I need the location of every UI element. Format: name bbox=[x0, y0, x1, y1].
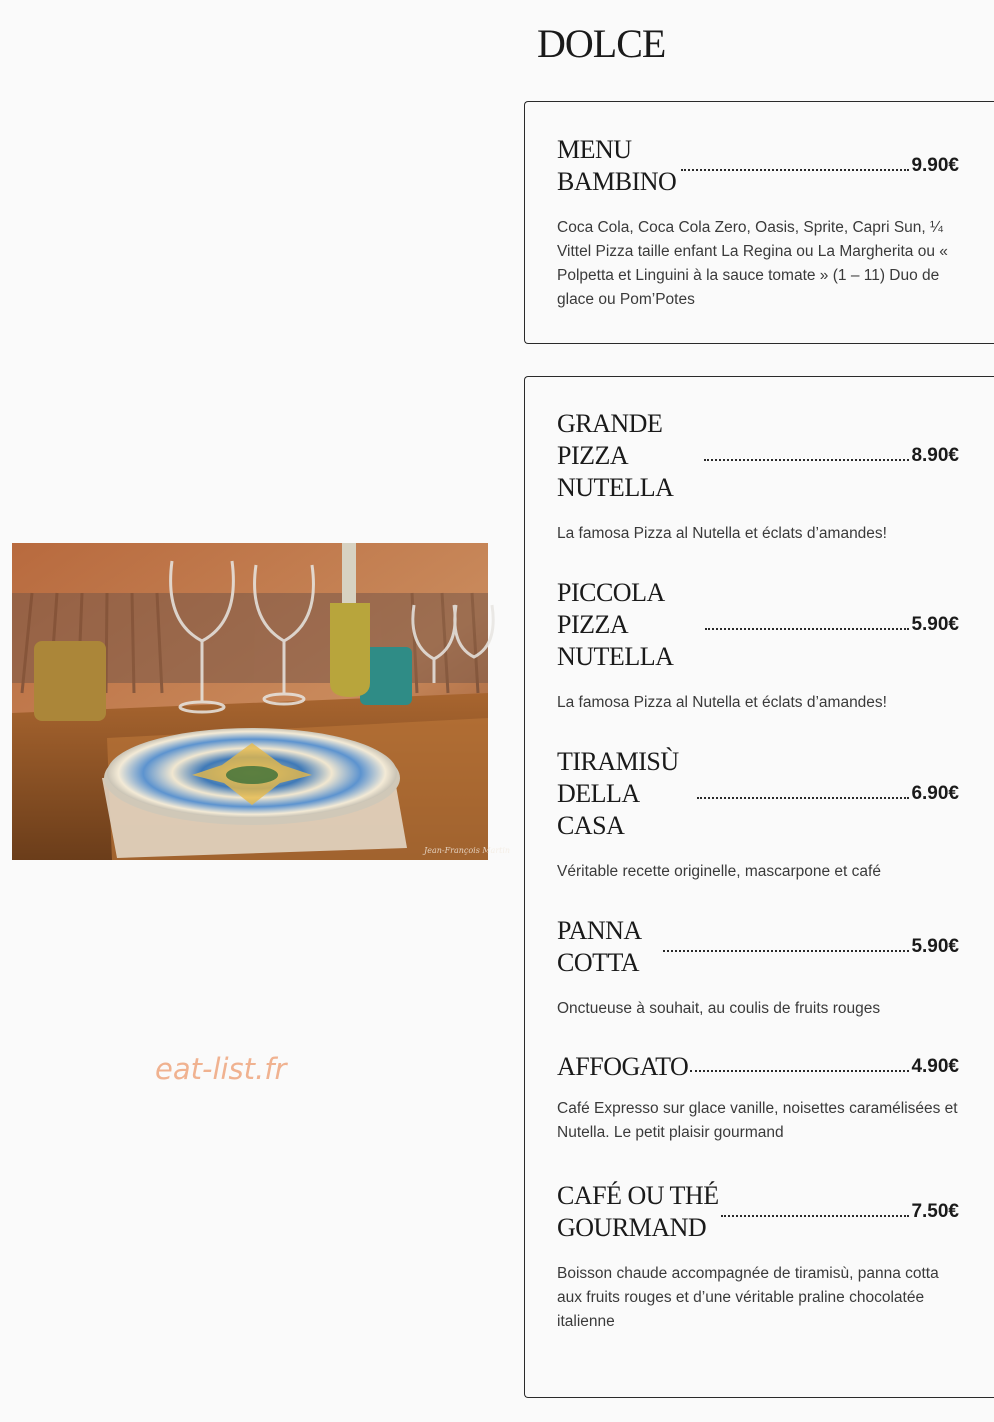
dot-leader bbox=[697, 797, 909, 799]
menu-item-price: 8.90€ bbox=[911, 445, 959, 466]
menu-item-price: 6.90€ bbox=[911, 783, 959, 804]
menu-item-price: 4.90€ bbox=[911, 1056, 959, 1077]
menu-item bbox=[557, 1180, 959, 1334]
menu-item-description: Véritable recette originelle, mascarpone et café bbox=[557, 863, 881, 880]
menu-item-name: MENU BAMBINO bbox=[557, 135, 677, 196]
restaurant-table-photo bbox=[12, 543, 511, 860]
section-title: DOLCE bbox=[537, 21, 666, 66]
menu-item-name: CAFÉ OU THÉ GOURMAND bbox=[557, 1181, 719, 1242]
menu-item-description: Café Expresso sur glace vanille, noisettes caramélisées et Nutella. Le petit plaisir gourmand bbox=[557, 1100, 958, 1141]
dot-leader bbox=[705, 628, 909, 630]
menu-item-description: Coca Cola, Coca Cola Zero, Oasis, Sprite, Capri Sun, ¼ Vittel Pizza taille enfant La Regina ou La Margherita ou « Polpetta et Linguini à la sauce tomate » (1 – 11) Duo de glace ou Pom’Potes bbox=[557, 219, 948, 308]
dot-leader bbox=[681, 169, 909, 171]
menu-item-description: Boisson chaude accompagnée de tiramisù, panna cotta aux fruits rouges et d’une véritable praline chocolatée italienne bbox=[557, 1265, 939, 1330]
menu-item-name: PANNA COTTA bbox=[557, 916, 641, 977]
menu-item bbox=[557, 134, 959, 312]
menu-card-bambino bbox=[524, 101, 994, 344]
menu-item-price: 9.90€ bbox=[911, 155, 959, 176]
menu-item-description: Onctueuse à souhait, au coulis de fruits rouges bbox=[557, 1000, 881, 1017]
menu-item-name: AFFOGATO bbox=[557, 1052, 689, 1081]
menu-item bbox=[557, 746, 959, 884]
menu-item bbox=[557, 1051, 959, 1145]
menu-item bbox=[557, 915, 959, 1021]
menu-item bbox=[557, 408, 959, 546]
menu-item-price: 5.90€ bbox=[911, 614, 959, 635]
menu-item-price: 5.90€ bbox=[911, 936, 959, 957]
menu-item bbox=[557, 577, 959, 715]
dot-leader bbox=[721, 1215, 909, 1217]
svg-text:Jean-François Martin: Jean-François Martin bbox=[424, 846, 511, 855]
site-watermark: eat-list.fr bbox=[155, 1052, 287, 1086]
menu-item-name: TIRAMISÙ DELLA CASA bbox=[557, 747, 679, 840]
dot-leader bbox=[690, 1070, 909, 1072]
menu-card-desserts bbox=[524, 376, 994, 1398]
restaurant-table-image bbox=[12, 543, 511, 860]
menu-item-name: GRANDE PIZZA NUTELLA bbox=[557, 409, 674, 502]
menu-item-price: 7.50€ bbox=[911, 1201, 959, 1222]
dot-leader bbox=[663, 950, 909, 952]
menu-item-name: PICCOLA PIZZA NUTELLA bbox=[557, 578, 674, 671]
menu-item-description: La famosa Pizza al Nutella et éclats d’amandes! bbox=[557, 525, 887, 542]
dot-leader bbox=[704, 459, 909, 461]
menu-item-description: La famosa Pizza al Nutella et éclats d’amandes! bbox=[557, 694, 887, 711]
